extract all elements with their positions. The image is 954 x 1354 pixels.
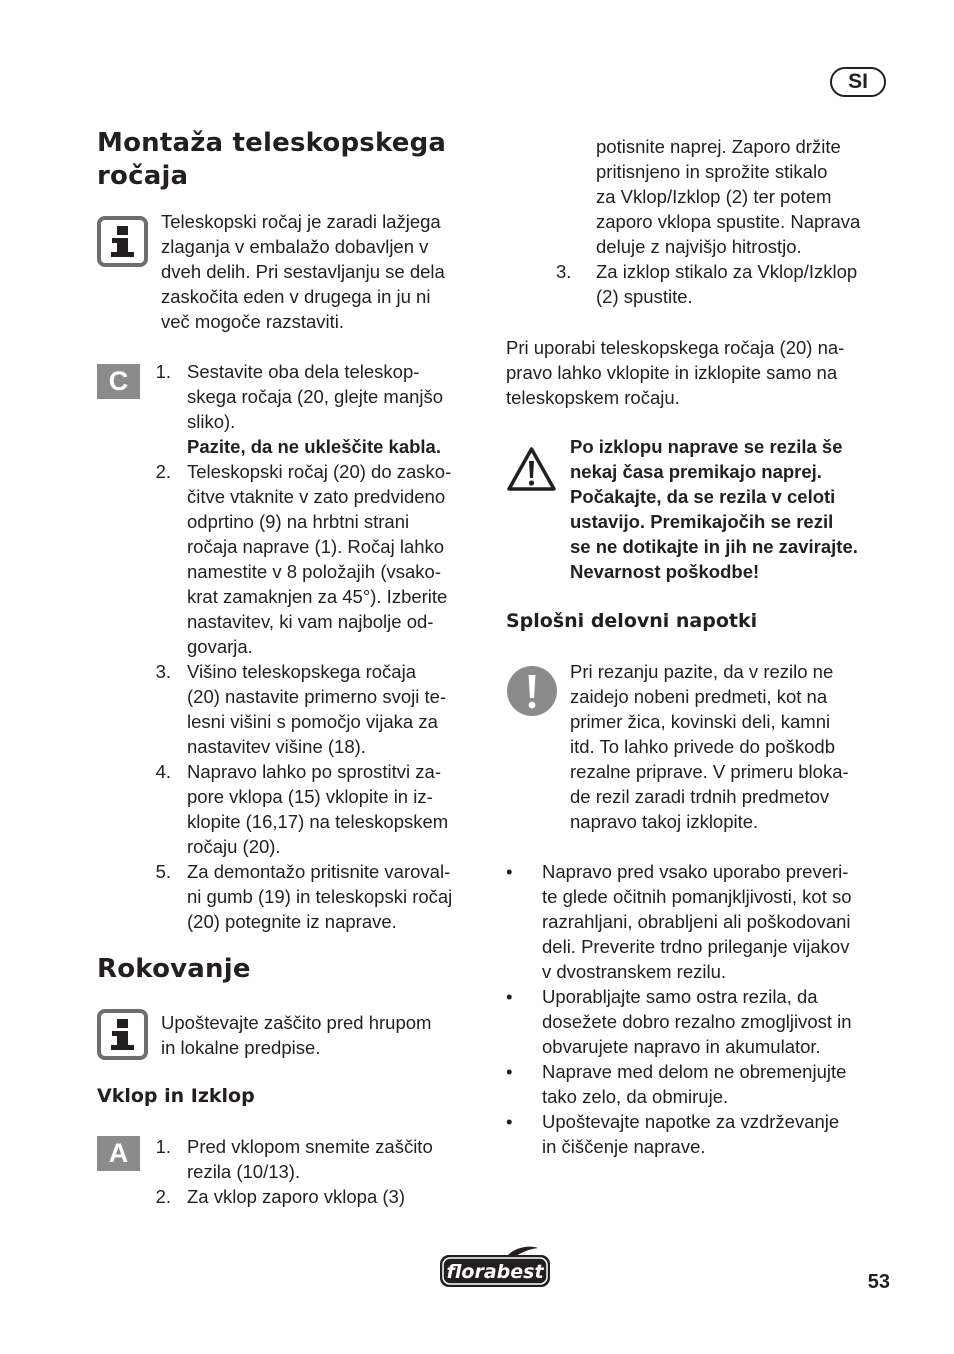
list-item: • Naprave med delom ne obremenjujte tako zelo, da obmiruje. xyxy=(506,1061,847,1107)
figure-reference-badge-c: C xyxy=(97,364,140,399)
list-item: 3. Za izklop stikalo za Vklop/Izklop (2) spustite. xyxy=(556,261,858,307)
subsection-title-general-tips: Splošni delovni napotki xyxy=(506,610,758,632)
warning-triangle-icon xyxy=(506,446,557,497)
list-item: potisnite naprej. Zaporo držite pritisnjeno in sprožite stikalo za Vklop/Izklop (2) ter potem zaporo vklopa spustite. Naprava deluje z najvišjo hitrostjo. xyxy=(596,136,861,257)
general-tips-bullet-list xyxy=(506,859,906,1159)
switch-steps-continued xyxy=(556,134,901,309)
list-item: • Uporabljajte samo ostra rezila, da dosežete dobro rezalno zmogljivost in obvarujete napravo in akumulator. xyxy=(506,986,852,1057)
list-item: • Napravo pred vsako uporabo preveri- te glede očitnih pomanjkljivosti, kot so razrahljani, obrabljeni ali poškodovani deli. Preverite trdno prileganje vijakov v dvostranskem rezilu. xyxy=(506,861,852,982)
blade-warning-text: Po izklopu naprave se rezila še nekaj časa premikajo naprej. Počakajte, da se rezila v celoti ustavijo. Premikajočih se rezil se ne dotikajte in jih ne zavirajte. Nevarnost poškodbe! xyxy=(570,436,858,582)
florabest-logo xyxy=(438,1245,552,1296)
list-item: 3. Višino teleskopskega ročaja (20) nastavite primerno svoji te- lesni višini s pomočjo vijaka za nastavitev višine (18). xyxy=(155,661,447,757)
list-item: • Upoštevajte napotke za vzdrževanje in čiščenje naprave. xyxy=(506,1111,840,1157)
cable-warning-text: Pazite, da ne ukleščite kabla. xyxy=(187,436,441,457)
figure-reference-badge-a: A xyxy=(97,1136,140,1171)
page-number: 53 xyxy=(867,1271,890,1293)
list-item: 4. Napravo lahko po sprostitvi za- pore vklopa (15) vklopite in iz- klopite (16,17) na teleskopskem ročaju (20). xyxy=(155,761,449,857)
caution-exclamation-icon xyxy=(506,665,558,722)
language-badge: SI xyxy=(830,67,886,97)
section-title-telescopic-handle: Montaža teleskopskega ročaja xyxy=(97,128,447,191)
info-icon xyxy=(97,216,148,272)
info-note-noise: Upoštevajte zaščito pred hrupom in lokalne predpise. xyxy=(161,1012,432,1058)
assembly-steps-list xyxy=(147,359,492,934)
info-note-telescopic: Teleskopski ročaj je zaradi lažjega zlaganja v embalažo dobavljen v dveh delih. Pri sestavljanju se dela zaskočita eden v drugega in ju ni več mogoče razstaviti. xyxy=(161,211,445,332)
list-item: 5. Za demontažo pritisnite varoval- ni gumb (19) in teleskopski ročaj (20) potegnite iz naprave. xyxy=(155,861,453,932)
caution-note-text: Pri rezanju pazite, da v rezilo ne zaidejo nobeni predmeti, kot na primer žica, kovinski deli, kamni itd. To lahko privede do poškodb rezalne priprave. V primeru bloka- de rezil zaradi trdnih predmetov napravo takoj izklopite. xyxy=(570,661,849,832)
list-item: 2. Za vklop zaporo vklopa (3) xyxy=(155,1186,405,1207)
svg-text:florabest: florabest xyxy=(446,1261,544,1283)
switch-steps-list xyxy=(147,1134,492,1209)
telescopic-usage-paragraph: Pri uporabi teleskopskega ročaja (20) na- pravo lahko vklopite in izklopite samo na teleskopskem ročaju. xyxy=(506,337,845,408)
info-icon xyxy=(97,1009,148,1065)
subsection-title-switch: Vklop in Izklop xyxy=(97,1085,255,1107)
list-item: 2. Teleskopski ročaj (20) do zasko- čitve vtaknite v zato predvideno odprtino (9) na hrbtni strani ročaja naprave (1). Ročaj lahko namestite v 8 položajih (vsako- krat zamaknjen za 45°). Izberite nastavitev, ki vam najbolje od- govarja. xyxy=(155,461,452,657)
list-item: 1. Pred vklopom snemite zaščito rezila (10/13). xyxy=(155,1136,433,1182)
section-title-handling: Rokovanje xyxy=(97,954,251,984)
list-item: 1. Sestavite oba dela teleskop- skega ročaja (20, glejte manjšo sliko). Pazite, da ne ukleščite kabla. xyxy=(147,359,492,459)
